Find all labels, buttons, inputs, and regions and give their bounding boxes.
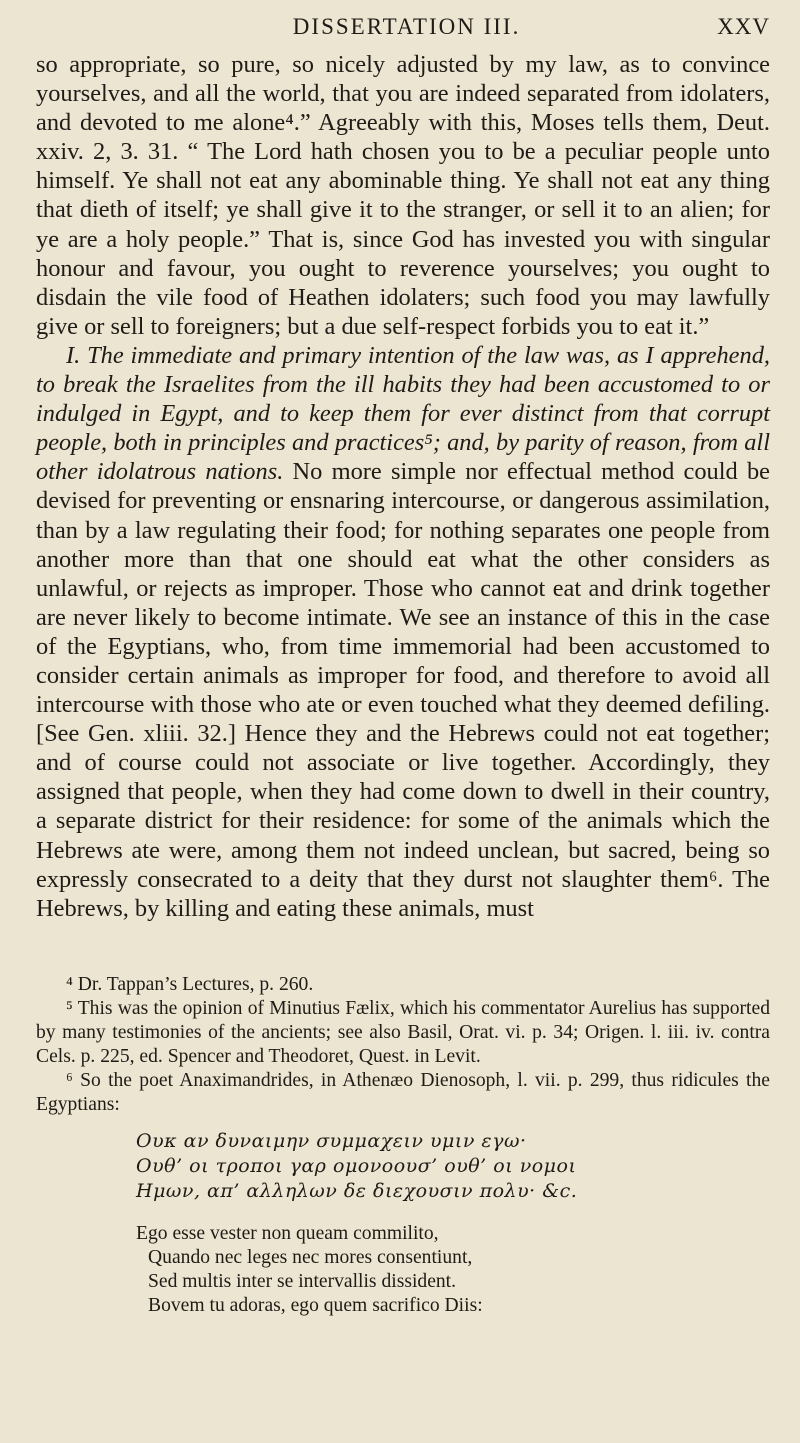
main-text	[36, 50, 770, 923]
greek-verse	[136, 1129, 770, 1204]
footnotes	[36, 973, 770, 1318]
paragraph-2-italic: I. The immediate and primary intention of the law was, as I apprehend, to break the Israelites from the ill habits they had been accustomed to or indulged in Egypt, and to keep them for ever distinct from that corrupt people, both in principles and practices⁵; and, by parity of reason, from all other idolatrous nations.	[36, 341, 770, 486]
page-number: XXV	[717, 14, 770, 39]
paragraph-2	[36, 341, 770, 923]
footnote-6: ⁶ So the poet Anaximandrides, in Athenæo Dienosoph, l. vii. p. 299, thus ridicules the Egyptians:	[36, 1069, 770, 1115]
latin-line: Ego esse vester non queam commilito,	[136, 1222, 439, 1244]
latin-line: Sed multis inter se intervallis dissident.	[148, 1270, 457, 1292]
greek-line: Ημων, απ’ αλληλων δε διεχουσιν πολυ· &c.	[136, 1179, 578, 1202]
latin-line: Quando nec leges nec mores consentiunt,	[148, 1246, 473, 1268]
paragraph-1: so appropriate, so pure, so nicely adjusted by my law, as to convince yourselves, and all the world, that you are indeed separated from idolaters, and devoted to me alone⁴.” Agreeably with this, Moses tells them, Deut. xxiv. 2, 3. 31. “ The Lord hath chosen you to be a peculiar people unto himself. Ye shall not eat any abominable thing. Ye shall not eat any thing that dieth of itself; ye shall give it to the stranger, or sell it to an alien; for ye are a holy people.” That is, since God has invested you with singular honour and favour, you ought to reverence yourselves; you ought to disdain the vile food of Heathen idolaters; such food you may lawfully give or sell to foreigners; but a due self-respect forbids you to eat it.”	[36, 51, 770, 340]
footnote-4: ⁴ Dr. Tappan’s Lectures, p. 260.	[66, 973, 314, 995]
greek-line: Ουκ αν δυναιμην συμμαχειν υμιν εγω·	[136, 1129, 527, 1152]
paragraph-2-text: No more simple nor effectual method could be devised for preventing or ensnaring intercourse, or dangerous assimilation, than by a law regulating their food; for nothing separates one people from another more than that one should eat what the other considers as unlawful, or rejects as improper. Those who cannot eat and drink together are never likely to become intimate. We see an instance of this in the case of the Egyptians, who, from time immemorial had been accustomed to consider certain animals as improper for food, and therefore to avoid all intercourse with those who ate or even touched what they deemed defiling. [See Gen. xliii. 32.] Hence they and the Hebrews could not eat together; and of course could not associate or live together. Accordingly, they assigned that people, when they had come down to dwell in their country, a separate district for their residence: for some of the animals which the Hebrews ate were, among them not indeed unclean, but sacred, being so expressly consecrated to a deity that they durst not slaughter them⁶. The Hebrews, by killing and eating these animals, must	[36, 458, 770, 922]
latin-verse	[136, 1222, 770, 1318]
running-title: DISSERTATION III.	[292, 14, 521, 39]
greek-line: Ουθ’ οι τροποι γαρ ομονοουσ’ ουθ’ οι νομοι	[136, 1154, 577, 1177]
verse-quotation	[36, 1129, 770, 1318]
running-header	[36, 14, 770, 50]
latin-line: Bovem tu adoras, ego quem sacrifico Diis:	[148, 1294, 483, 1316]
footnote-5: ⁵ This was the opinion of Minutius Fælix, which his commentator Aurelius has supported by many testimonies of the ancients; see also Basil, Orat. vi. p. 34; Origen. l. iii. iv. contra Cels. p. 225, ed. Spencer and Theodoret, Quest. in Levit.	[36, 997, 770, 1067]
